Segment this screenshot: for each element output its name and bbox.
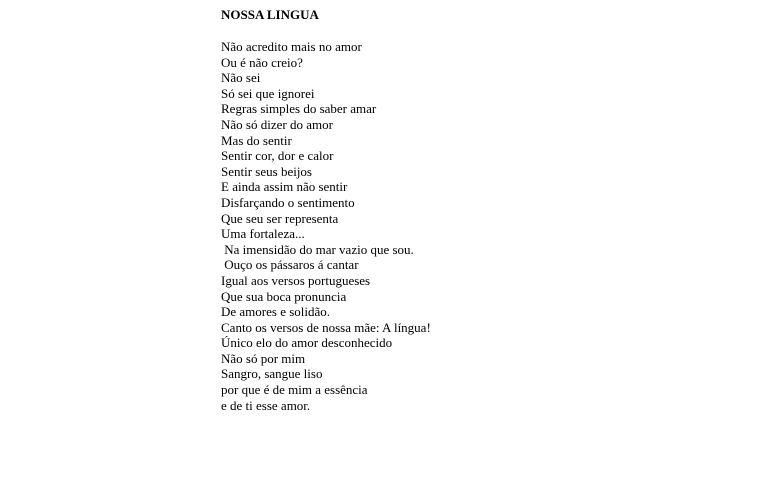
poem-line: Mas do sentir (221, 132, 292, 148)
stanza-gap (221, 23, 741, 39)
poem-line: Na imensidão do mar vazio que sou. (221, 241, 414, 257)
poem-line: Ou é não creio? (221, 54, 303, 70)
poem-line: Sangro, sangue liso (221, 366, 323, 382)
poem-line: De amores e solidão. (221, 304, 331, 320)
poem-line: Uma fortaleza... (221, 226, 305, 242)
poem-line: Único elo do amor desconhecido (221, 335, 393, 351)
poem-title: NOSSA LINGUA (221, 7, 319, 22)
poem-line: Só sei que ignorei (221, 85, 315, 101)
poem-line: Sentir seus beijos (221, 163, 312, 179)
poem-line: por que é de mim a essência (221, 382, 368, 398)
poem-line: Não só por mim (221, 350, 306, 366)
poem-line: Disfarçando o sentimento (221, 194, 355, 210)
poem-line: Regras simples do saber amar (221, 101, 377, 117)
poem-document (221, 7, 741, 413)
poem-line: Igual aos versos portugueses (221, 272, 371, 288)
poem-line: E ainda assim não sentir (221, 179, 348, 195)
poem-line: Canto os versos de nossa mãe: A língua! (221, 319, 431, 335)
poem-line: Não sei (221, 70, 261, 86)
poem-body (221, 39, 741, 413)
poem-line: Ouço os pássaros á cantar (221, 257, 359, 273)
poem-line: Sentir cor, dor e calor (221, 148, 334, 164)
poem-line: Que sua boca pronuncia (221, 288, 347, 304)
poem-line: e de ti esse amor. (221, 397, 311, 413)
poem-line: Que seu ser representa (221, 210, 339, 226)
poem-line: Não só dizer do amor (221, 116, 333, 132)
poem-line: Não acredito mais no amor (221, 39, 362, 54)
